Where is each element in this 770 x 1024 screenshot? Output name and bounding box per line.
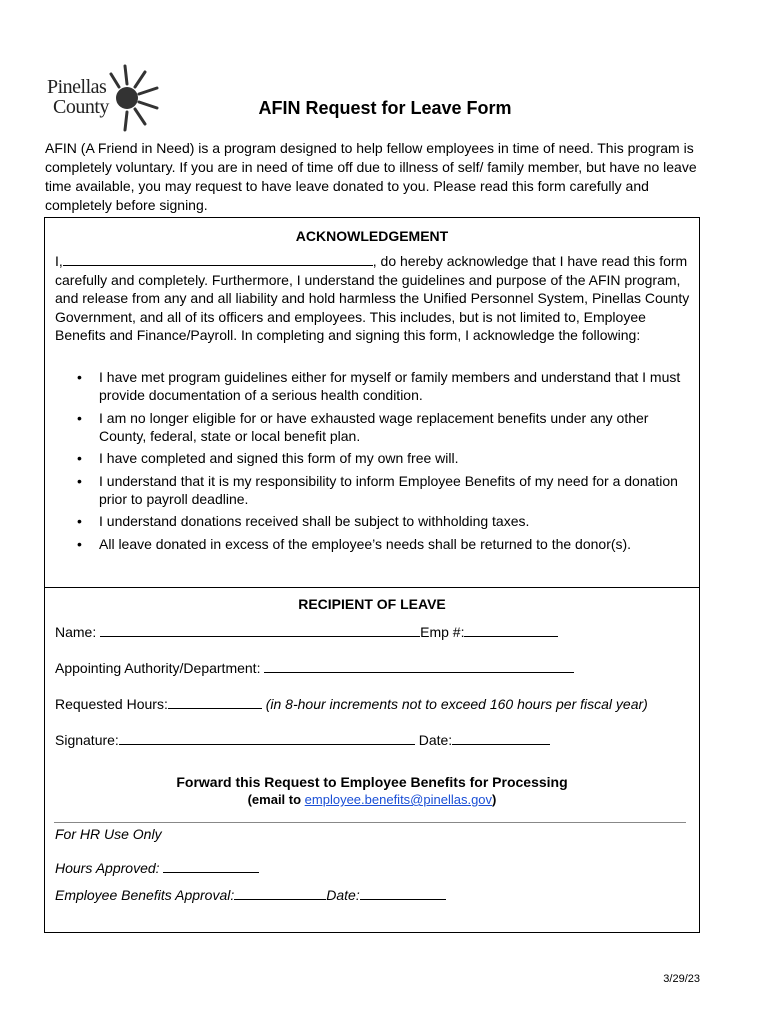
- department-label: Appointing Authority/Department:: [55, 660, 261, 676]
- list-item: • I have completed and signed this form of my own free will.: [55, 449, 695, 467]
- signature-label: Signature:: [55, 732, 119, 748]
- acknowledgement-heading: ACKNOWLEDGEMENT: [295, 228, 449, 244]
- section-divider: [44, 587, 700, 588]
- department-field[interactable]: [264, 660, 574, 673]
- intro-paragraph: AFIN (A Friend in Need) is a program designed to help fellow employees in time of need. This program is completely voluntary. If you are in need of time off due to illness of self/ family member, but have no leave time available, you may request to have leave donated to you. Please read this form carefully and completely before signing.: [45, 140, 697, 213]
- logo-text-line2: County: [53, 96, 109, 118]
- hr-use-heading: For HR Use Only: [55, 826, 162, 842]
- email-link[interactable]: employee.benefits@pinellas.gov: [304, 792, 493, 807]
- email-suffix: ): [492, 792, 497, 807]
- name-row: [55, 624, 558, 640]
- acknowledger-name-field[interactable]: [63, 253, 373, 266]
- form-title: AFIN Request for Leave Form: [258, 98, 512, 118]
- name-label: Name:: [55, 624, 97, 640]
- ack-line1-suffix: , do hereby acknowledge that I have read this: [372, 253, 656, 269]
- ack-body: form carefully and completely. Furthermore, I understand the guidelines and purpose of the AFIN program, and release from any and all liability and hold harmless the Unified Personnel System, Pinellas County Government, and all of its officers and employees. This includes, but is not limited to, Employee Benefits and Finance/Payroll. In completing and signing this form, I acknowledge the following:: [55, 253, 690, 344]
- forward-instruction: Forward this Request to Employee Benefits for Processing: [176, 774, 568, 790]
- hours-approved-field[interactable]: [163, 860, 259, 873]
- logo-text-line1: Pinellas: [47, 76, 107, 98]
- name-field[interactable]: [100, 624, 420, 637]
- department-row: [55, 660, 574, 676]
- hours-approved-row: [55, 860, 259, 876]
- requested-hours-field[interactable]: [168, 696, 262, 709]
- hr-divider: [54, 822, 686, 823]
- list-item: • I am no longer eligible for or have exhausted wage replacement benefits under any other County, federal, state or local benefit plan.: [55, 409, 695, 445]
- signature-field[interactable]: [119, 732, 415, 745]
- acknowledgement-text: [55, 252, 695, 345]
- approval-label: Employee Benefits Approval:: [55, 887, 235, 903]
- email-instruction: [44, 792, 700, 807]
- list-item: • I have met program guidelines either for myself or family members and understand that I must provide documentation of a serious health condition.: [55, 368, 695, 404]
- approval-date-field[interactable]: [360, 887, 446, 900]
- emp-number-field[interactable]: [464, 624, 558, 637]
- acknowledgement-list: [55, 368, 695, 557]
- list-item: • All leave donated in excess of the employee’s needs shall be returned to the donor(s).: [55, 535, 695, 553]
- hours-approved-label: Hours Approved:: [55, 860, 160, 876]
- emp-label: Emp #:: [420, 624, 465, 640]
- approval-field[interactable]: [234, 887, 326, 900]
- recipient-heading: RECIPIENT OF LEAVE: [298, 596, 446, 612]
- email-prefix: (email to: [247, 792, 305, 807]
- hours-label: Requested Hours:: [55, 696, 168, 712]
- approval-date-label: Date:: [326, 887, 360, 903]
- hours-note: (in 8-hour increments not to exceed 160 hours per fiscal year): [265, 696, 648, 712]
- date-label: Date:: [418, 732, 453, 748]
- list-item: • I understand donations received shall be subject to withholding taxes.: [55, 512, 695, 530]
- ack-prefix: I,: [55, 253, 63, 269]
- signature-row: [55, 732, 550, 748]
- revision-date: 3/29/23: [663, 973, 700, 985]
- hours-row: [55, 696, 648, 712]
- approval-row: [55, 887, 446, 903]
- list-item: • I understand that it is my responsibility to inform Employee Benefits of my need for a donation prior to payroll deadline.: [55, 472, 695, 508]
- date-field[interactable]: [452, 732, 550, 745]
